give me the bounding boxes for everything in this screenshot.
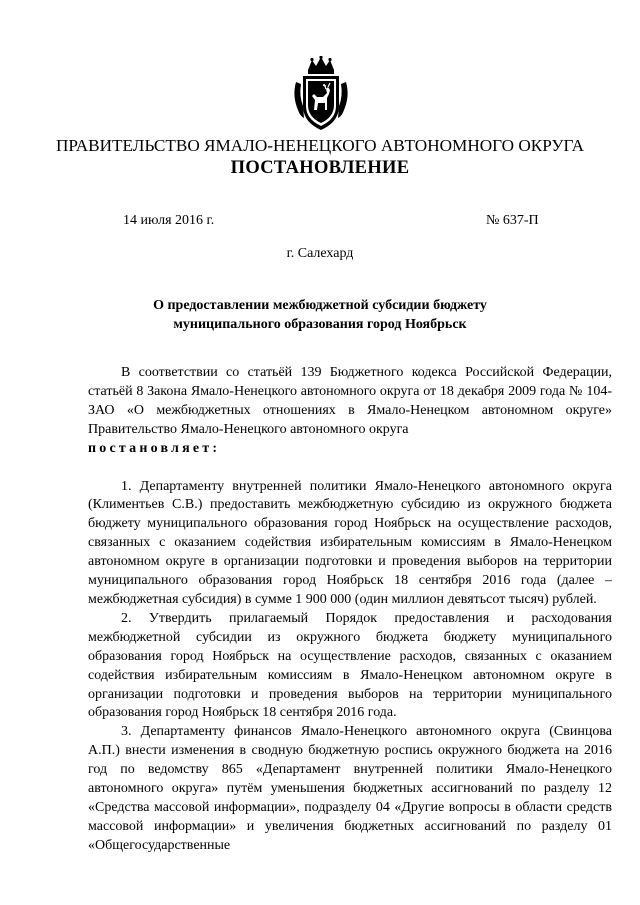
subject-line-2: муниципального образования город Ноябрьск [173, 317, 467, 332]
document-subject [0, 296, 640, 334]
preamble-paragraph [88, 364, 612, 440]
coat-of-arms-icon [290, 56, 352, 132]
subject-line-1: О предоставлении межбюджетной субсидии бюджету [153, 298, 487, 313]
document-number: № 637-П [486, 213, 539, 228]
document-body [88, 364, 612, 856]
document-city: г. Салехард [286, 246, 354, 261]
preamble-text: В соответствии со статьёй 139 Бюджетного кодекса Российской Федерации, статьёй 8 Закона Ямало-Ненецкого автономного округа от 18 декабря 2009 года № 104-ЗАО «О межбюджетных отношениях в Ямало-Ненецком автономном округе» Правительство Ямало-Ненецкого автономного округа [88, 365, 612, 437]
government-title: ПРАВИТЕЛЬСТВО ЯМАЛО-НЕНЕЦКОГО АВТОНОМНОГО ОКРУГА [55, 136, 585, 155]
document-type: ПОСТАНОВЛЕНИЕ [230, 158, 410, 178]
document-date: 14 июля 2016 г. [123, 213, 215, 228]
item-paragraph-1: 1. Департаменту внутренней политики Ямало-Ненецкого автономного округа (Климентьев С.В.) предоставить межбюджетную субсидию из окружного бюджета бюджету муниципального образования город Ноябрьск на осуществление расходов, связанных с оказанием содействия избирательным комиссиям в Ямало-Ненецком автономном округе в организации подготовки и проведения выборов на территории муниципального образования город Ноябрьск 18 сентября 2016 года (далее – межбюджетная субсидия) в сумме 1 900 000 (один миллион девятьсот тысяч) рублей. [88, 478, 612, 607]
item-paragraph-2: 2. Утвердить прилагаемый Порядок предоставления и расходования межбюджетной субсидии из окружного бюджета бюджету муниципального образования город Ноябрьск на осуществление расходов, связанных с оказанием содействия избирательным комиссиям в Ямало-Ненецком автономном округе в организации подготовки и проведения выборов на территории муниципального образования город Ноябрьск 18 сентября 2016 года. [88, 610, 612, 721]
item-paragraph-3: 3. Департаменту финансов Ямало-Ненецкого автономного округа (Свинцова А.П.) внести изменения в сводную бюджетную роспись окружного бюджета на 2016 год по ведомству 865 «Департамент внутренней политики Ямало-Ненецкого автономного округа» путём уменьшения бюджетных ассигнований по разделу 12 «Средства массовой информации», подразделу 04 «Другие вопросы в области средств массовой информации» и увеличения бюджетных ассигнований по разделу 01 «Общегосударственные [88, 724, 612, 853]
decree-word: постановляет: [88, 440, 221, 456]
